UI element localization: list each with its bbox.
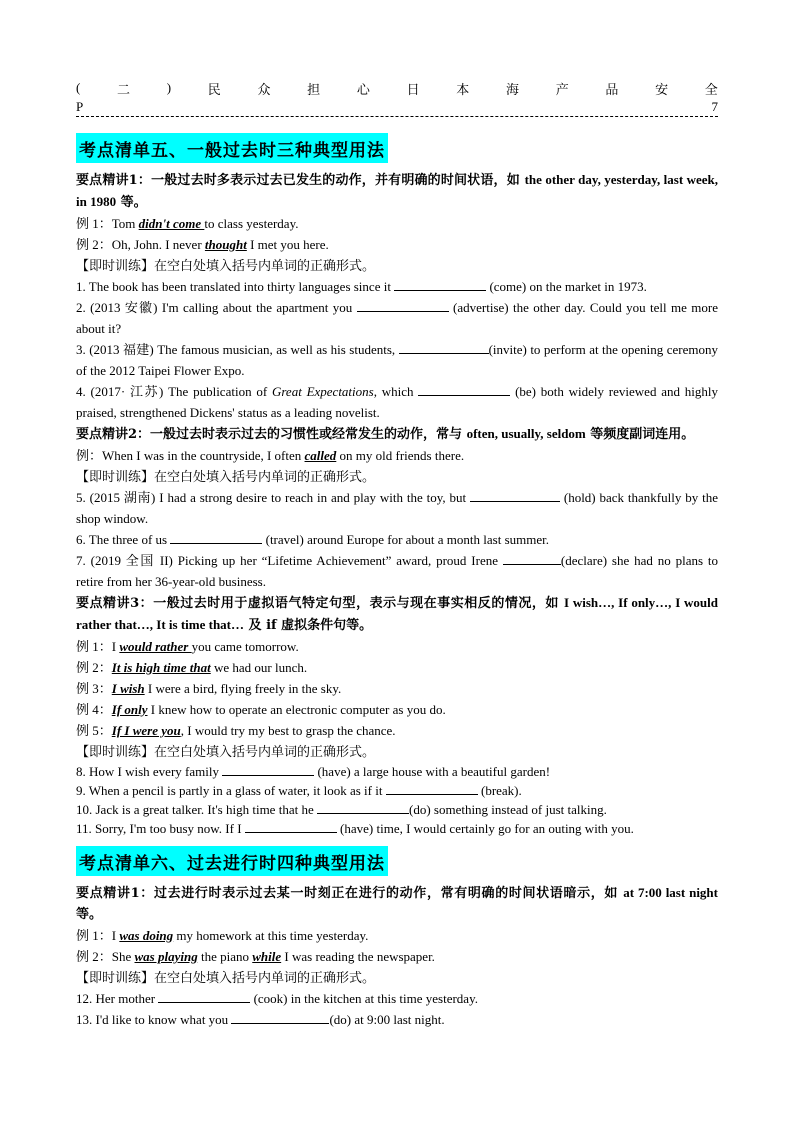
training-heading: 【即时训练】在空白处填入括号内单词的正确形式。 — [76, 469, 376, 484]
header-char: ( — [76, 80, 81, 95]
header-char: 品 — [605, 81, 619, 97]
header-char: 心 — [356, 81, 370, 97]
header-char: 全 — [704, 81, 718, 97]
answer-blank[interactable] — [158, 989, 250, 1003]
example-2: 例 2：Oh, John. I never thought I met you here. — [76, 237, 329, 252]
answer-blank[interactable] — [399, 340, 489, 354]
example-3: 例：When I was in the countryside, I often called on my old friends there. — [76, 448, 465, 463]
question-7: 7. (2019 全国 II) Picking up her “Lifetime Achievement” award, proud Irene (declare) she had no plans to retire from her 36-year-old business. — [76, 553, 718, 589]
key-point-3: 要点精讲3：一般过去时用于虚拟语气特定句型，表示与现在事实相反的情况，如 I wish…, If only…, I would rather that…, It is time that… 及 if 虚拟条件句等。 — [76, 595, 718, 633]
example-7: 例 4：If only I knew how to operate an electronic computer as you do. — [76, 702, 446, 717]
question-11: 11. Sorry, I'm too busy now. If I (have) time, I would certainly go for an outing with you. — [76, 821, 634, 836]
answer-blank[interactable] — [317, 800, 409, 814]
answer-blank[interactable] — [245, 819, 337, 833]
question-8: 8. How I wish every family (have) a large house with a beautiful garden! — [76, 764, 551, 779]
example-6: 例 3：I wish I were a bird, flying freely in the sky. — [76, 681, 342, 696]
document-page — [76, 78, 718, 1030]
header-char: 担 — [307, 81, 321, 97]
answer-blank[interactable] — [470, 488, 560, 502]
example-4: 例 1：I would rather you came tomorrow. — [76, 639, 299, 654]
answer-blank[interactable] — [418, 382, 510, 396]
question-6: 6. The three of us (travel) around Europe for about a month last summer. — [76, 532, 550, 547]
training-heading: 【即时训练】在空白处填入括号内单词的正确形式。 — [76, 970, 376, 985]
example-5: 例 2：It is high time that we had our lunch. — [76, 660, 308, 675]
header-char: 安 — [655, 81, 669, 97]
running-header-bottom — [76, 98, 718, 117]
example-6-2: 例 2：She was playing the piano while I was reading the newspaper. — [76, 949, 435, 964]
question-10: 10. Jack is a great talker. It's high time that he (do) something instead of just talking. — [76, 802, 607, 817]
question-13: 13. I'd like to know what you (do) at 9:00 last night. — [76, 1012, 445, 1027]
question-9: 9. When a pencil is partly in a glass of water, it look as if it (break). — [76, 783, 522, 798]
key-point-6-1: 要点精讲1：过去进行时表示过去某一时刻正在进行的动作，常有明确的时间状语暗示，如 at 7:00 last night 等。 — [76, 885, 718, 922]
header-char: 二 — [117, 81, 131, 97]
key-point-1: 要点精讲1：一般过去时多表示过去已发生的动作，并有明确的时间状语，如 the other day, yesterday, last week, in 1980 等。 — [76, 172, 718, 210]
header-left: P — [76, 99, 84, 114]
header-char: 日 — [406, 81, 420, 97]
header-char: 众 — [257, 81, 271, 97]
section-title-6: 考点清单六、过去进行时四种典型用法 — [76, 846, 388, 876]
header-char: ) — [166, 80, 172, 95]
answer-blank[interactable] — [170, 530, 262, 544]
question-12: 12. Her mother (cook) in the kitchen at this time yesterday. — [76, 991, 478, 1006]
example-8: 例 5：If I were you, I would try my best to grasp the chance. — [76, 723, 396, 738]
key-point-2: 要点精讲2：一般过去时表示过去的习惯性或经常发生的动作，常与 often, usually, seldom 等频度副词连用。 — [76, 426, 695, 442]
answer-blank[interactable] — [231, 1010, 329, 1024]
example-6-1: 例 1：I was doing my homework at this time yesterday. — [76, 928, 369, 943]
question-4: 4. (2017· 江苏) The publication of Great Expectations, which (be) both widely reviewed and highly praised, strengthened Dickens' status as a leading novelist. — [76, 384, 718, 420]
answer-blank[interactable] — [222, 762, 314, 776]
answer-blank[interactable] — [503, 551, 561, 565]
header-char: 本 — [456, 81, 470, 97]
section-title-5: 考点清单五、一般过去时三种典型用法 — [76, 133, 388, 163]
answer-blank[interactable] — [394, 277, 486, 291]
running-header — [76, 78, 718, 98]
answer-blank[interactable] — [357, 298, 449, 312]
example-1: 例 1：Tom didn't come to class yesterday. — [76, 216, 299, 231]
header-char: 民 — [207, 81, 221, 97]
question-1: 1. The book has been translated into thirty languages since it (come) on the market in 1973. — [76, 279, 647, 294]
header-char: 产 — [555, 81, 569, 97]
question-5: 5. (2015 湖南) I had a strong desire to reach in and play with the toy, but (hold) back thankfully by the shop window. — [76, 490, 718, 526]
header-char: 海 — [505, 81, 519, 97]
training-heading: 【即时训练】在空白处填入括号内单词的正确形式。 — [76, 744, 376, 759]
question-3: 3. (2013 福建) The famous musician, as well as his students, (invite) to perform at the opening ceremony of the 2012 Taipei Flower Expo. — [76, 342, 718, 378]
question-2: 2. (2013 安徽) I'm calling about the apartment you (advertise) the other day. Could you tell me more about it? — [76, 300, 718, 336]
training-heading: 【即时训练】在空白处填入括号内单词的正确形式。 — [76, 258, 376, 273]
page-number: 7 — [711, 99, 718, 114]
answer-blank[interactable] — [386, 781, 478, 795]
